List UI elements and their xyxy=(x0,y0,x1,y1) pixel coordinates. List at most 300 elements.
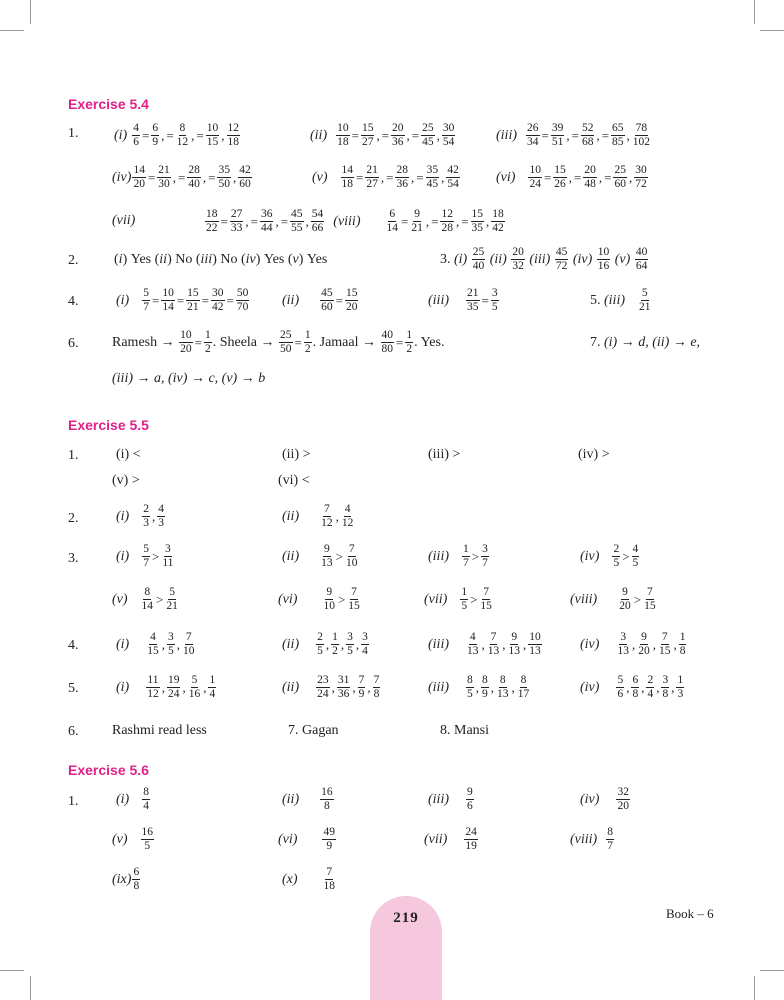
denominator: 11 xyxy=(162,557,174,570)
denominator: 21 xyxy=(187,301,199,314)
denominator: 19 xyxy=(465,840,477,853)
denominator: 24 xyxy=(167,688,180,701)
answer-1-iii: (iii) $\frac{26}{34}$ = $\frac{39}{51}$ , = $\frac{52}{68}$ , = $\frac{65}{85}$ , $\frac{78}{102}$ xyxy=(496,122,651,149)
crop-mark xyxy=(0,30,24,31)
answer-4-ii: (ii) $\frac{45}{60}$ = $\frac{15}{20}$ xyxy=(282,287,358,314)
numerator: 42 xyxy=(238,164,252,178)
denominator: 26 xyxy=(554,178,566,191)
fraction xyxy=(491,208,505,235)
numerator: 20 xyxy=(511,246,525,260)
fraction xyxy=(316,631,324,658)
numerator: 7 xyxy=(661,631,669,645)
fraction xyxy=(157,503,165,530)
denominator: 18 xyxy=(227,136,239,149)
denominator: 15 xyxy=(147,645,159,658)
denominator: 48 xyxy=(584,178,596,191)
denominator: 2 xyxy=(332,645,338,658)
denominator: 36 xyxy=(396,178,408,191)
fraction xyxy=(290,208,304,235)
denominator: 70 xyxy=(236,301,249,314)
question-number: 1. xyxy=(68,794,79,809)
denominator: 10 xyxy=(323,600,335,613)
answer-4-iii: (iii) $\frac{4}{13}$ , $\frac{7}{13}$ , $\frac{9}{13}$ , $\frac{10}{13}$ xyxy=(428,631,541,658)
crop-mark xyxy=(760,30,784,31)
crop-mark xyxy=(30,976,31,1000)
numerator: 15 xyxy=(471,208,485,222)
fraction xyxy=(386,208,400,235)
answer-4-iv: (iv) $\frac{3}{13}$ , $\frac{9}{20}$ , $\frac{7}{15}$ , $\frac{1}{8}$ xyxy=(580,631,686,658)
fraction xyxy=(395,164,409,191)
fraction xyxy=(471,208,485,235)
denominator: 60 xyxy=(614,178,626,191)
fraction xyxy=(227,122,241,149)
fraction xyxy=(616,631,630,658)
numerator: 42 xyxy=(446,164,460,178)
denominator: 35 xyxy=(467,301,479,314)
answer-3-iii: (iii) $\frac{1}{7}$ > $\frac{3}{7}$ xyxy=(428,543,488,570)
fraction xyxy=(611,122,625,149)
answer-5: 5. (iii) $\frac{5}{21}$ xyxy=(590,287,651,314)
denominator: 7 xyxy=(607,840,613,853)
answer-7-part2: (iii) → a, (iv) → c, (v) → b xyxy=(112,371,266,386)
fraction xyxy=(606,826,614,853)
denominator: 28 xyxy=(441,222,453,235)
numerator: 39 xyxy=(551,122,565,136)
answer-5-iii: (iii) $\frac{8}{5}$ , $\frac{8}{9}$ , $\frac{8}{13}$ , $\frac{8}{17}$ xyxy=(428,674,530,701)
denominator: 12 xyxy=(147,688,159,701)
fraction xyxy=(632,543,640,570)
numerator: 3 xyxy=(661,674,669,688)
denominator: 3 xyxy=(677,688,684,701)
fraction xyxy=(337,674,351,701)
fraction xyxy=(466,786,474,813)
numerator: 3 xyxy=(361,631,369,645)
numerator: 6 xyxy=(388,208,396,222)
numerator: 2 xyxy=(316,631,324,645)
numerator: 78 xyxy=(635,122,649,136)
numerator: 7 xyxy=(490,631,498,645)
numerator: 3 xyxy=(346,631,354,645)
denominator: 13 xyxy=(467,645,479,658)
fraction xyxy=(528,631,542,658)
fraction xyxy=(345,287,359,314)
numerator: 9 xyxy=(325,586,333,600)
numerator: 6 xyxy=(151,122,159,136)
answer-6: Rashmi read less xyxy=(112,723,207,738)
numerator: 5 xyxy=(168,586,176,600)
numerator: 21 xyxy=(157,164,171,178)
denominator: 8 xyxy=(323,800,330,813)
denominator: 22 xyxy=(206,222,218,235)
fraction xyxy=(323,866,337,893)
denominator: 50 xyxy=(280,343,292,356)
numerator: 10 xyxy=(528,164,542,178)
fraction xyxy=(381,329,395,356)
answer-3-ii: (ii) $\frac{9}{13}$ > $\frac{7}{10}$ xyxy=(282,543,358,570)
denominator: 9 xyxy=(358,688,365,701)
denominator: 50 xyxy=(218,178,230,191)
denominator: 5 xyxy=(491,301,498,314)
section-heading-5-6: Exercise 5.6 xyxy=(68,762,149,778)
numerator: 25 xyxy=(279,329,293,343)
fraction xyxy=(365,164,379,191)
fraction xyxy=(236,287,250,314)
numerator: 5 xyxy=(616,674,624,688)
denominator: 20 xyxy=(133,178,145,191)
fraction xyxy=(206,122,220,149)
denominator: 13 xyxy=(508,645,520,658)
fraction xyxy=(638,287,652,314)
denominator: 45 xyxy=(422,136,434,149)
fraction xyxy=(658,631,672,658)
fraction xyxy=(187,164,201,191)
denominator: 72 xyxy=(555,260,568,273)
fraction xyxy=(205,208,219,235)
denominator: 102 xyxy=(632,136,651,149)
numerator: 7 xyxy=(482,586,490,600)
denominator: 13 xyxy=(497,688,509,701)
fraction xyxy=(511,246,525,273)
numerator: 5 xyxy=(191,674,199,688)
denominator: 5 xyxy=(467,688,473,701)
denominator: 3 xyxy=(158,517,164,530)
denominator: 64 xyxy=(635,260,648,273)
denominator: 24 xyxy=(529,178,541,191)
numerator: 40 xyxy=(635,246,649,260)
denominator: 2 xyxy=(406,343,413,356)
answer-1-viii: (viii) $\frac{8}{7}$ xyxy=(570,826,613,853)
denominator: 15 xyxy=(348,600,360,613)
fraction xyxy=(612,543,620,570)
denominator: 12 xyxy=(321,517,333,530)
denominator: 5 xyxy=(317,645,323,658)
fraction xyxy=(426,164,440,191)
fraction xyxy=(161,543,174,570)
numerator: 10 xyxy=(206,122,220,136)
answer-4-i: (i) $\frac{5}{7}$ = $\frac{10}{14}$ = $\frac{15}{21}$ = $\frac{30}{42}$ = $\frac{50}{70}$ xyxy=(116,287,249,314)
denominator: 9 xyxy=(152,136,159,149)
denominator: 8 xyxy=(679,645,686,658)
fraction xyxy=(472,246,486,273)
question-number: 5. xyxy=(68,681,79,696)
question-number: 1. xyxy=(68,126,79,141)
denominator: 5 xyxy=(144,840,151,853)
denominator: 34 xyxy=(527,136,539,149)
answer-4-iii: (iii) $\frac{21}{35}$ = $\frac{3}{5}$ xyxy=(428,287,498,314)
fraction xyxy=(182,631,196,658)
numerator: 7 xyxy=(350,586,358,600)
fraction xyxy=(481,543,489,570)
numerator: 1 xyxy=(204,329,212,343)
fraction xyxy=(440,208,454,235)
numerator: 7 xyxy=(373,674,381,688)
answer-1-iv: (iv) $\frac{14}{20}$ = $\frac{21}{30}$ , = $\frac{28}{40}$ , = $\frac{35}{50}$ , $\frac{42}{60}$ xyxy=(112,164,251,191)
numerator: 6 xyxy=(631,674,639,688)
numerator: 7 xyxy=(358,674,366,688)
denominator: 5 xyxy=(632,557,639,570)
fraction xyxy=(331,631,339,658)
numerator: 30 xyxy=(442,122,456,136)
denominator: 8 xyxy=(133,880,140,893)
denominator: 42 xyxy=(492,222,504,235)
fraction xyxy=(230,208,244,235)
denominator: 14 xyxy=(141,600,154,613)
answer-1-i: (i) $\frac{8}{4}$ xyxy=(116,786,149,813)
answer-1-ii: (ii) > xyxy=(282,447,311,462)
fraction xyxy=(320,543,334,570)
crop-mark xyxy=(754,0,755,24)
numerator: 1 xyxy=(331,631,339,645)
answer-2-ii: (ii) $\frac{7}{12}$ , $\frac{4}{12}$ xyxy=(282,503,354,530)
fraction xyxy=(635,246,649,273)
answer-1-vii: (vii) $\frac{24}{19}$ xyxy=(424,826,477,853)
denominator: 16 xyxy=(188,688,201,701)
answer-1-vii: $\frac{18}{22}$ = $\frac{27}{33}$ , = $\frac{36}{44}$ , = $\frac{45}{55}$ , $\frac{54}{66}$ (viii) $\frac{6}{14}$ = $\frac{9}{21}$ , = $\frac{12}{28}$ , = $\frac{15}{35}$ , $\frac{18}{42}$ xyxy=(206,208,504,235)
answer-1-ix: (ix) $\frac{6}{8}$ xyxy=(112,866,140,893)
denominator: 7 xyxy=(143,557,149,570)
denominator: 15 xyxy=(658,645,671,658)
denominator: 32 xyxy=(512,260,524,273)
numerator: 8 xyxy=(481,674,489,688)
numerator: 10 xyxy=(597,246,611,260)
numerator: 9 xyxy=(621,586,629,600)
denominator: 7 xyxy=(482,557,488,570)
numerator: 65 xyxy=(611,122,625,136)
numerator: 35 xyxy=(426,164,440,178)
numerator: 3 xyxy=(619,631,627,645)
denominator: 18 xyxy=(323,880,336,893)
numerator: 3 xyxy=(481,543,489,557)
denominator: 33 xyxy=(230,222,243,235)
numerator: 4 xyxy=(632,543,640,557)
fraction xyxy=(322,586,336,613)
denominator: 10 xyxy=(345,557,358,570)
fraction xyxy=(132,122,140,149)
denominator: 36 xyxy=(392,136,404,149)
denominator: 5 xyxy=(613,557,620,570)
answer-3-vi: (vi) $\frac{9}{10}$ > $\frac{7}{15}$ xyxy=(278,586,360,613)
fraction xyxy=(341,503,355,530)
denominator: 54 xyxy=(442,136,455,149)
fraction xyxy=(481,674,489,701)
numerator: 40 xyxy=(381,329,395,343)
denominator: 45 xyxy=(426,178,439,191)
fraction xyxy=(637,631,651,658)
numerator: 52 xyxy=(581,122,595,136)
answer-1-vi: (vi) $\frac{10}{24}$ = $\frac{15}{26}$ , = $\frac{20}{48}$ , = $\frac{25}{60}$ , $\frac{30}{72}$ xyxy=(496,164,647,191)
numerator: 4 xyxy=(132,122,140,136)
question-number: 1. xyxy=(68,448,79,463)
numerator: 8 xyxy=(466,674,474,688)
numerator: 54 xyxy=(311,208,325,222)
denominator: 66 xyxy=(311,222,324,235)
fraction xyxy=(466,674,474,701)
numerator: 4 xyxy=(149,631,157,645)
numerator: 7 xyxy=(323,503,331,517)
denominator: 15 xyxy=(644,600,656,613)
fraction xyxy=(157,164,171,191)
numerator: 18 xyxy=(205,208,219,222)
numerator: 15 xyxy=(186,287,200,301)
numerator: 28 xyxy=(395,164,409,178)
fraction xyxy=(142,786,150,813)
fraction xyxy=(479,586,493,613)
denominator: 27 xyxy=(361,136,374,149)
fraction xyxy=(553,164,567,191)
crop-mark xyxy=(760,970,784,971)
fraction xyxy=(679,631,687,658)
numerator: 9 xyxy=(413,208,421,222)
denominator: 7 xyxy=(143,301,149,314)
numerator: 30 xyxy=(634,164,648,178)
answer-5-i: (i) $\frac{11}{12}$ , $\frac{19}{24}$ , $\frac{5}{16}$ , $\frac{1}{4}$ xyxy=(116,674,216,701)
answer-7: 7. Gagan xyxy=(288,723,339,738)
fraction xyxy=(373,674,381,701)
fraction xyxy=(631,674,639,701)
denominator: 40 xyxy=(188,178,200,191)
answer-8: 8. Mansi xyxy=(440,723,489,738)
page-number: 219 xyxy=(393,910,419,926)
denominator: 2 xyxy=(304,343,311,356)
denominator: 4 xyxy=(209,688,216,701)
numerator: 32 xyxy=(616,786,630,800)
numerator: 5 xyxy=(142,543,150,557)
numerator: 3 xyxy=(491,287,499,301)
numerator: 2 xyxy=(612,543,620,557)
denominator: 12 xyxy=(176,136,189,149)
fraction xyxy=(487,631,501,658)
answer-1-x: (x) $\frac{7}{18}$ xyxy=(282,866,336,893)
numerator: 16 xyxy=(320,786,334,800)
denominator: 13 xyxy=(529,645,541,658)
denominator: 16 xyxy=(597,260,610,273)
numerator: 49 xyxy=(322,826,336,840)
answer-6: Ramesh → $\frac{10}{20}$ = $\frac{1}{2}$ . Sheela → $\frac{25}{50}$ = $\frac{1}{2}$ . Jamaal → $\frac{40}{80}$ = $\frac{1}{2}$ . Yes. xyxy=(112,329,445,356)
fraction xyxy=(466,287,480,314)
denominator: 80 xyxy=(381,343,393,356)
question-number: 2. xyxy=(68,253,79,268)
fraction xyxy=(260,208,274,235)
fraction xyxy=(132,866,140,893)
numerator: 8 xyxy=(142,786,150,800)
fraction xyxy=(316,674,330,701)
fraction xyxy=(446,164,460,191)
fraction xyxy=(517,674,531,701)
fraction xyxy=(526,122,540,149)
fraction xyxy=(217,164,231,191)
numerator: 25 xyxy=(613,164,627,178)
numerator: 7 xyxy=(646,586,654,600)
numerator: 30 xyxy=(211,287,225,301)
numerator: 36 xyxy=(260,208,274,222)
question-number: 6. xyxy=(68,724,79,739)
denominator: 36 xyxy=(337,688,350,701)
fraction xyxy=(358,674,366,701)
fraction xyxy=(132,164,146,191)
numerator: 25 xyxy=(421,122,435,136)
answer-5-iv: (iv) $\frac{5}{6}$ , $\frac{6}{8}$ , $\frac{2}{4}$ , $\frac{3}{8}$ , $\frac{1}{3}$ xyxy=(580,674,684,701)
numerator: 20 xyxy=(391,122,405,136)
fraction xyxy=(555,246,569,273)
fraction xyxy=(320,287,334,314)
crop-mark xyxy=(30,0,31,24)
fraction xyxy=(304,329,312,356)
numerator: 10 xyxy=(336,122,350,136)
numerator: 9 xyxy=(323,543,331,557)
denominator: 18 xyxy=(337,136,349,149)
fraction xyxy=(146,674,160,701)
denominator: 20 xyxy=(619,600,631,613)
denominator: 13 xyxy=(321,557,333,570)
denominator: 14 xyxy=(162,301,174,314)
fraction xyxy=(421,122,435,149)
numerator: 9 xyxy=(640,631,648,645)
denominator: 44 xyxy=(260,222,273,235)
fraction xyxy=(211,287,225,314)
fraction xyxy=(634,164,648,191)
numerator: 10 xyxy=(161,287,175,301)
numerator: 15 xyxy=(553,164,567,178)
denominator: 54 xyxy=(447,178,459,191)
denominator: 13 xyxy=(617,645,629,658)
numerator: 3 xyxy=(167,631,175,645)
fraction xyxy=(346,631,354,658)
fraction xyxy=(391,122,405,149)
denominator: 6 xyxy=(467,800,473,813)
fraction xyxy=(442,122,456,149)
fraction xyxy=(320,503,334,530)
numerator: 1 xyxy=(462,543,470,557)
fraction xyxy=(466,631,480,658)
numerator: 14 xyxy=(132,164,146,178)
fraction xyxy=(167,674,181,701)
denominator: 24 xyxy=(317,688,329,701)
fraction xyxy=(142,543,150,570)
answer-1-iii: (iii) > xyxy=(428,447,461,462)
fraction xyxy=(616,786,630,813)
denominator: 6 xyxy=(617,688,624,701)
numerator: 26 xyxy=(526,122,540,136)
numerator: 6 xyxy=(132,866,140,880)
fraction xyxy=(176,122,190,149)
numerator: 7 xyxy=(348,543,356,557)
numerator: 21 xyxy=(365,164,379,178)
denominator: 13 xyxy=(487,645,500,658)
numerator: 12 xyxy=(227,122,241,136)
denominator: 51 xyxy=(551,136,564,149)
question-number: 6. xyxy=(68,336,79,351)
answer-1-iv: (iv) > xyxy=(578,447,610,462)
denominator: 14 xyxy=(386,222,398,235)
numerator: 2 xyxy=(646,674,654,688)
answer-3-vii: (vii) $\frac{1}{5}$ > $\frac{7}{15}$ xyxy=(424,586,492,613)
fraction xyxy=(238,164,252,191)
fraction xyxy=(151,122,159,149)
numerator: 20 xyxy=(583,164,597,178)
crop-mark xyxy=(0,970,24,971)
question-number: 4. xyxy=(68,638,79,653)
fraction xyxy=(179,329,193,356)
answer-1-v: (v) $\frac{16}{5}$ xyxy=(112,826,154,853)
denominator: 4 xyxy=(143,800,149,813)
denominator: 9 xyxy=(326,840,333,853)
answer-1-iii: (iii) $\frac{9}{6}$ xyxy=(428,786,473,813)
section-heading-5-5: Exercise 5.5 xyxy=(68,417,149,433)
numerator: 2 xyxy=(142,503,150,517)
fraction xyxy=(460,586,468,613)
denominator: 60 xyxy=(239,178,251,191)
fraction xyxy=(551,122,565,149)
